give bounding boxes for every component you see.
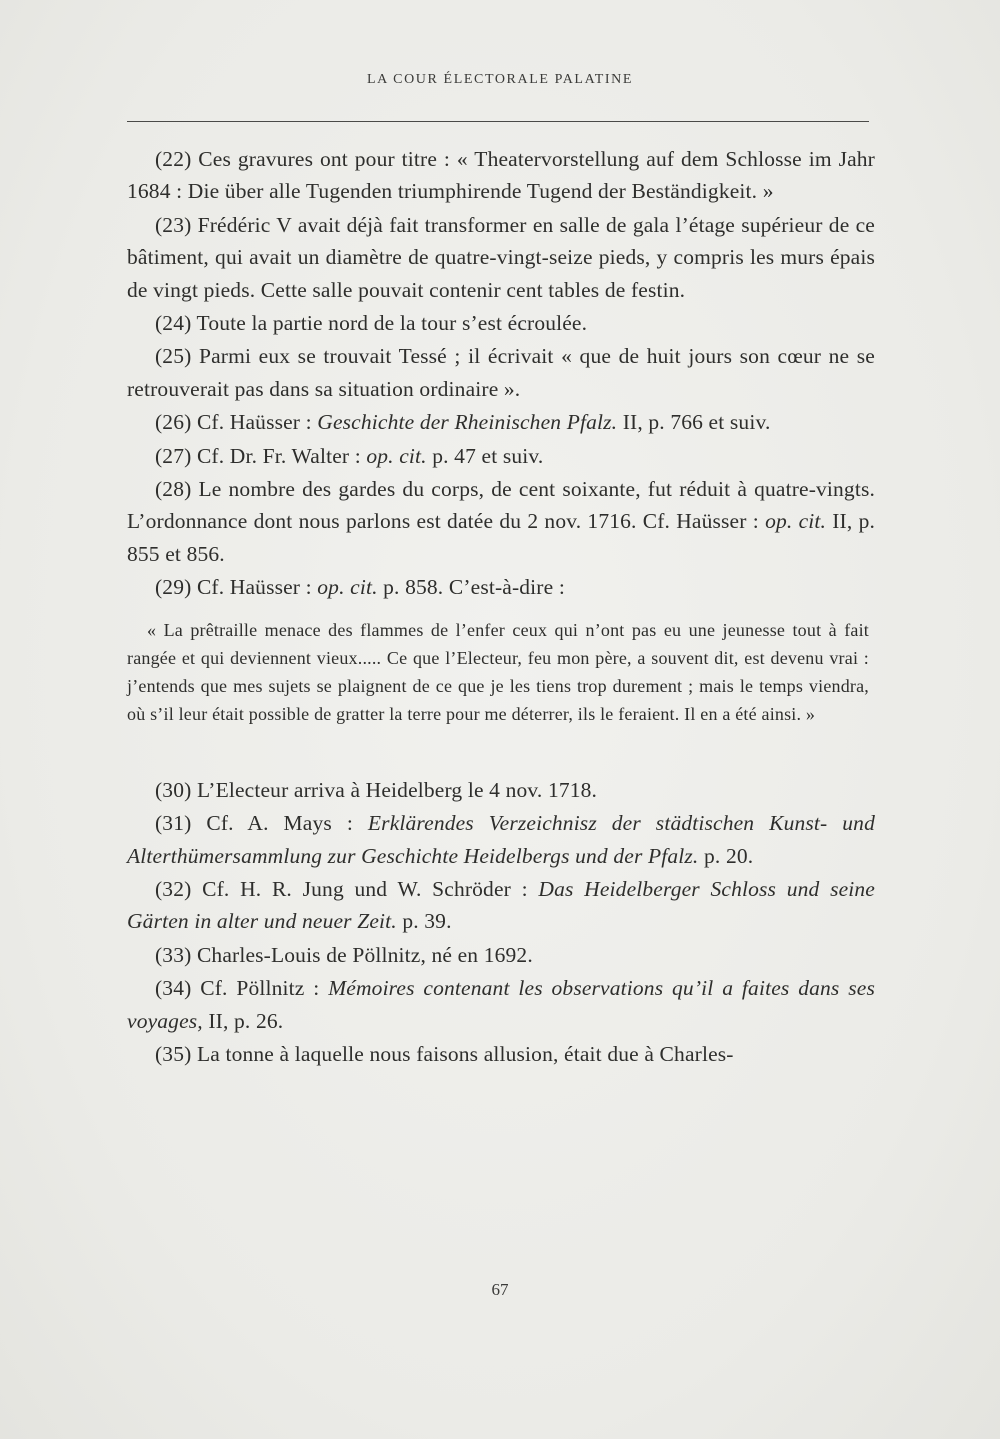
note-text: (28) Le nombre des gardes du corps, de cent soixante, fut réduit à quatre-vingts. L’ordonnance dont nous parlons est datée du 2 nov. 1716. Cf. Haüsser :	[127, 477, 875, 534]
note-30	[127, 774, 875, 806]
page-number: 67	[491, 1280, 509, 1299]
note-text: p. 47 et suiv.	[426, 443, 544, 468]
note-text: p. 858. C’est-à-dire :	[377, 575, 565, 600]
note-32	[127, 873, 875, 938]
running-title: LA COUR ÉLECTORALE PALATINE	[366, 72, 634, 87]
note-title-italic: op. cit.	[366, 443, 427, 468]
header-rule	[127, 121, 869, 122]
note-26	[127, 406, 875, 438]
note-33	[127, 939, 875, 971]
note-29	[127, 571, 875, 603]
note-27	[127, 440, 875, 472]
note-31	[127, 807, 875, 872]
note-text: (31) Cf. A. Mays :	[155, 811, 368, 836]
note-title-italic: Geschichte der Rheinischen Pfalz.	[317, 410, 618, 435]
note-25: (25) Parmi eux se trouvait Tessé ; il écrivait « que de huit jours son cœur ne se retrouverait pas dans sa situation ordinaire ».	[127, 344, 875, 401]
note-title-italic: Mémoires contenant les observations qu’il a faites dans ses voyages,	[127, 976, 875, 1033]
note-title-italic: Erklärendes Verzeichnisz der städtischen Kunst- und Alterthümersammlung zur Geschichte Heidelbergs und der Pfalz.	[127, 811, 875, 868]
note-text: II, p. 855 et 856.	[127, 509, 875, 566]
note-text: (30) L’Electeur arriva à Heidelberg le 4 nov. 1718.	[155, 777, 598, 802]
note-22: (22) Ces gravures ont pour titre : « Theatervorstellung auf dem Schlosse im Jahr 1684 : Die über alle Tugenden triumphirende Tugend der Beständigkeit. »	[127, 147, 875, 204]
note-text: p. 39.	[396, 909, 452, 934]
note-text: p. 20.	[698, 843, 754, 868]
note-text: II, p. 766 et suiv.	[617, 410, 771, 435]
note-34	[127, 972, 875, 1037]
note-35	[127, 1038, 875, 1070]
note-23: (23) Frédéric V avait déjà fait transformer en salle de gala l’étage supérieur de ce bâtiment, qui avait un diamètre de quatre-vingt-seize pieds, y compris les murs épais de vingt pieds. Cette salle pouvait contenir cent tables de festin.	[127, 212, 875, 302]
note-title-italic: Das Heidelberger Schloss und seine Gärten in alter und neuer Zeit.	[127, 876, 875, 934]
note-title-italic: op. cit.	[765, 509, 827, 534]
note-text: (27) Cf. Dr. Fr. Walter :	[155, 443, 367, 468]
note-text: (33) Charles-Louis de Pöllnitz, né en 1692.	[155, 942, 533, 967]
notes-body	[127, 143, 875, 1071]
note-text: (34) Cf. Pöllnitz :	[155, 976, 329, 1001]
note-title-italic: op. cit.	[317, 575, 378, 600]
spacer	[127, 728, 875, 774]
block-quote: « La prêtraille menace des flammes de l’enfer ceux qui n’ont pas eu une jeunesse tout à fait rangée et qui deviennent vieux..... Ce que l’Electeur, feu mon père, a souvent dit, est devenu vrai : j’entends que mes sujets se plaignent de ce que je les tiens trop durement ; mais le temps viendra, où s’il leur était possible de gratter la terre pour me déterrer, ils le feraient. Il en a été ainsi. »	[127, 619, 869, 724]
note-text: (35) La tonne à laquelle nous faisons allusion, était due à Charles-	[155, 1041, 734, 1066]
note-28	[127, 473, 875, 570]
note-text: (29) Cf. Haüsser :	[155, 575, 318, 600]
note-text: II, p. 26.	[202, 1008, 284, 1033]
note-text: (26) Cf. Haüsser :	[155, 410, 318, 435]
note-text: (32) Cf. H. R. Jung und W. Schröder :	[155, 876, 539, 901]
note-24: (24) Toute la partie nord de la tour s’est écroulée.	[155, 311, 588, 336]
